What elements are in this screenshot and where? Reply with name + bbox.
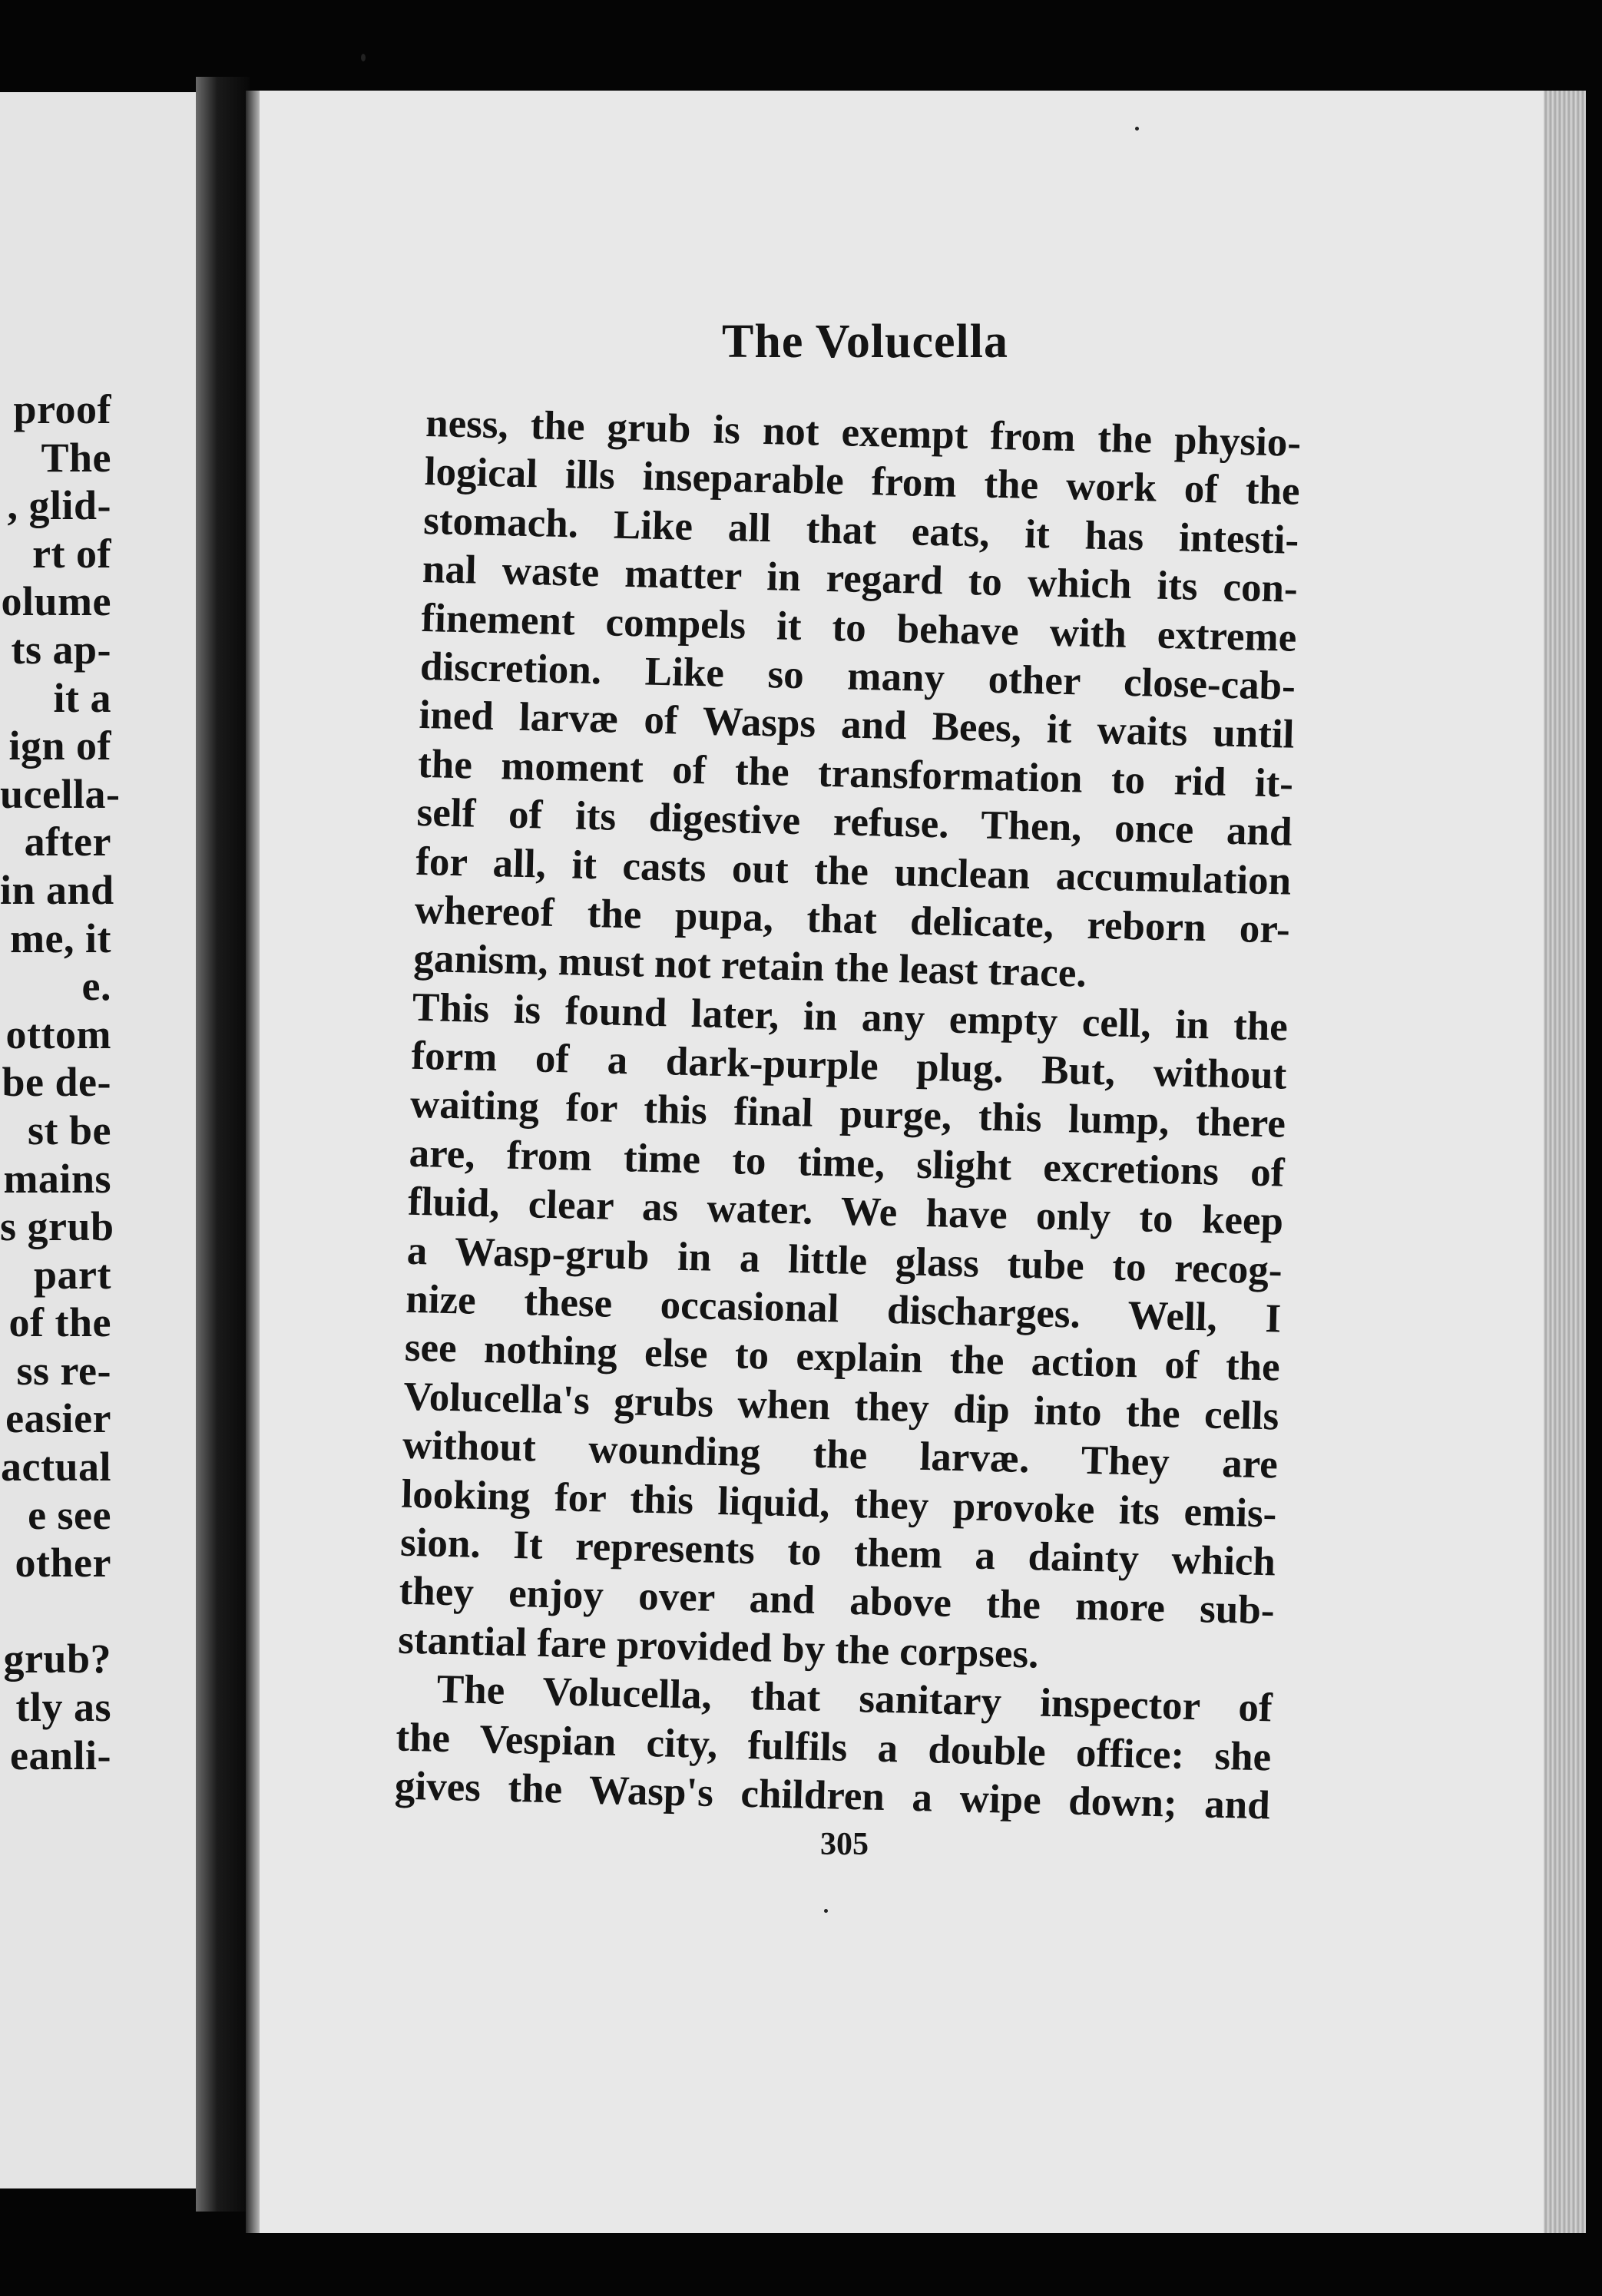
text-line: the moment of the transformation to rid it- bbox=[417, 741, 1294, 806]
dust-speck bbox=[1135, 127, 1139, 131]
text-line: discretion. Like so many other close-cab- bbox=[419, 643, 1296, 709]
text-line: logical ills inseparable from the work of the bbox=[424, 449, 1301, 514]
left-page-line: mains bbox=[3, 1155, 111, 1202]
left-page-text bbox=[0, 385, 121, 1779]
dust-speck bbox=[824, 1909, 828, 1913]
left-page-line: The bbox=[41, 434, 111, 481]
text-line: nize these occasional discharges. Well, I bbox=[405, 1276, 1282, 1342]
left-page-line: ottom bbox=[5, 1011, 111, 1057]
running-head: The Volucella bbox=[722, 316, 1009, 368]
left-page-line: ts ap- bbox=[11, 626, 111, 673]
left-page-line: of the bbox=[8, 1299, 111, 1346]
left-page-line: in and bbox=[0, 866, 114, 913]
text-line: whereof the pupa, that delicate, reborn or- bbox=[414, 887, 1291, 952]
left-page-line: part bbox=[34, 1251, 111, 1298]
left-page-line: e. bbox=[81, 963, 111, 1010]
left-page-line: tly as bbox=[15, 1684, 111, 1731]
left-page-line bbox=[0, 1587, 111, 1636]
text-line: they enjoy over and above the more sub- bbox=[399, 1568, 1276, 1633]
left-page-line: me, it bbox=[10, 915, 111, 961]
text-line: see nothing else to explain the action of the bbox=[404, 1325, 1281, 1390]
page-body-text bbox=[394, 399, 1301, 1831]
text-line: stantial fare provided by the corpses. bbox=[397, 1617, 1040, 1677]
page-edge-stack bbox=[1544, 91, 1586, 2233]
text-line: ganism, must not retain the least trace. bbox=[412, 936, 1087, 996]
left-page-line: st be bbox=[28, 1107, 111, 1153]
text-line: ness, the grub is not exempt from the physio- bbox=[425, 400, 1302, 465]
left-page-line: other bbox=[15, 1540, 111, 1586]
gutter bbox=[246, 91, 260, 2233]
left-page-line: rt of bbox=[32, 530, 111, 577]
text-line: for all, it casts out the unclean accumulation bbox=[415, 839, 1292, 904]
left-page-line: e see bbox=[28, 1491, 111, 1538]
text-line: self of its digestive refuse. Then, once and bbox=[416, 789, 1293, 855]
text-line: finement compels it to behave with extreme bbox=[420, 595, 1297, 660]
left-page-line: , glid- bbox=[7, 482, 111, 529]
left-page-line: s grub bbox=[0, 1203, 114, 1250]
text-line: waiting for this final purge, this lump, there bbox=[409, 1082, 1286, 1147]
text-line: are, from time to time, slight excretions of bbox=[409, 1130, 1286, 1196]
text-line: This is found later, in any empty cell, in the bbox=[412, 984, 1289, 1050]
text-line: nal waste matter in regard to which its con- bbox=[422, 547, 1299, 611]
left-page-line: be de- bbox=[2, 1059, 111, 1106]
text-line: without wounding the larvæ. They are bbox=[402, 1422, 1279, 1487]
text-line: the Vespian city, fulfils a double office: she bbox=[395, 1715, 1272, 1779]
text-line: The Volucella, that sanitary inspector of bbox=[436, 1666, 1273, 1731]
text-line: Volucella's grubs when they dip into the cells bbox=[402, 1374, 1279, 1439]
text-line: sion. It represents to them a dainty which bbox=[399, 1520, 1276, 1585]
left-page-line: actual bbox=[1, 1444, 111, 1490]
left-page-line: grub? bbox=[3, 1636, 111, 1682]
page-number: 305 bbox=[820, 1827, 869, 1862]
left-page-line: it a bbox=[53, 674, 111, 721]
text-line: looking for this liquid, they provoke its emis- bbox=[400, 1471, 1278, 1537]
text-line: a Wasp-grub in a little glass tube to recog- bbox=[406, 1228, 1283, 1293]
left-page-line: ss re- bbox=[16, 1347, 111, 1394]
text-line: gives the Wasp's children a wipe down; and bbox=[394, 1763, 1271, 1828]
text-line: form of a dark-purple plug. But, without bbox=[410, 1033, 1287, 1098]
left-page-line: ign of bbox=[8, 723, 111, 769]
left-page-line: after bbox=[24, 819, 111, 865]
left-page-line: olume bbox=[1, 578, 111, 625]
text-line: fluid, clear as water. We have only to keep bbox=[407, 1179, 1284, 1244]
dust-speck bbox=[361, 54, 366, 61]
left-page-line: ucella- bbox=[0, 770, 121, 817]
text-line: ined larvæ of Wasps and Bees, it waits until bbox=[419, 693, 1296, 758]
left-page-gutter-shadow bbox=[196, 77, 250, 2212]
left-page-line: proof bbox=[13, 386, 111, 432]
text-line: stomach. Like all that eats, it has intesti- bbox=[422, 498, 1299, 563]
left-facing-page bbox=[0, 92, 206, 2188]
left-page-line: eanli- bbox=[10, 1732, 111, 1778]
left-page-line: easier bbox=[5, 1395, 111, 1442]
